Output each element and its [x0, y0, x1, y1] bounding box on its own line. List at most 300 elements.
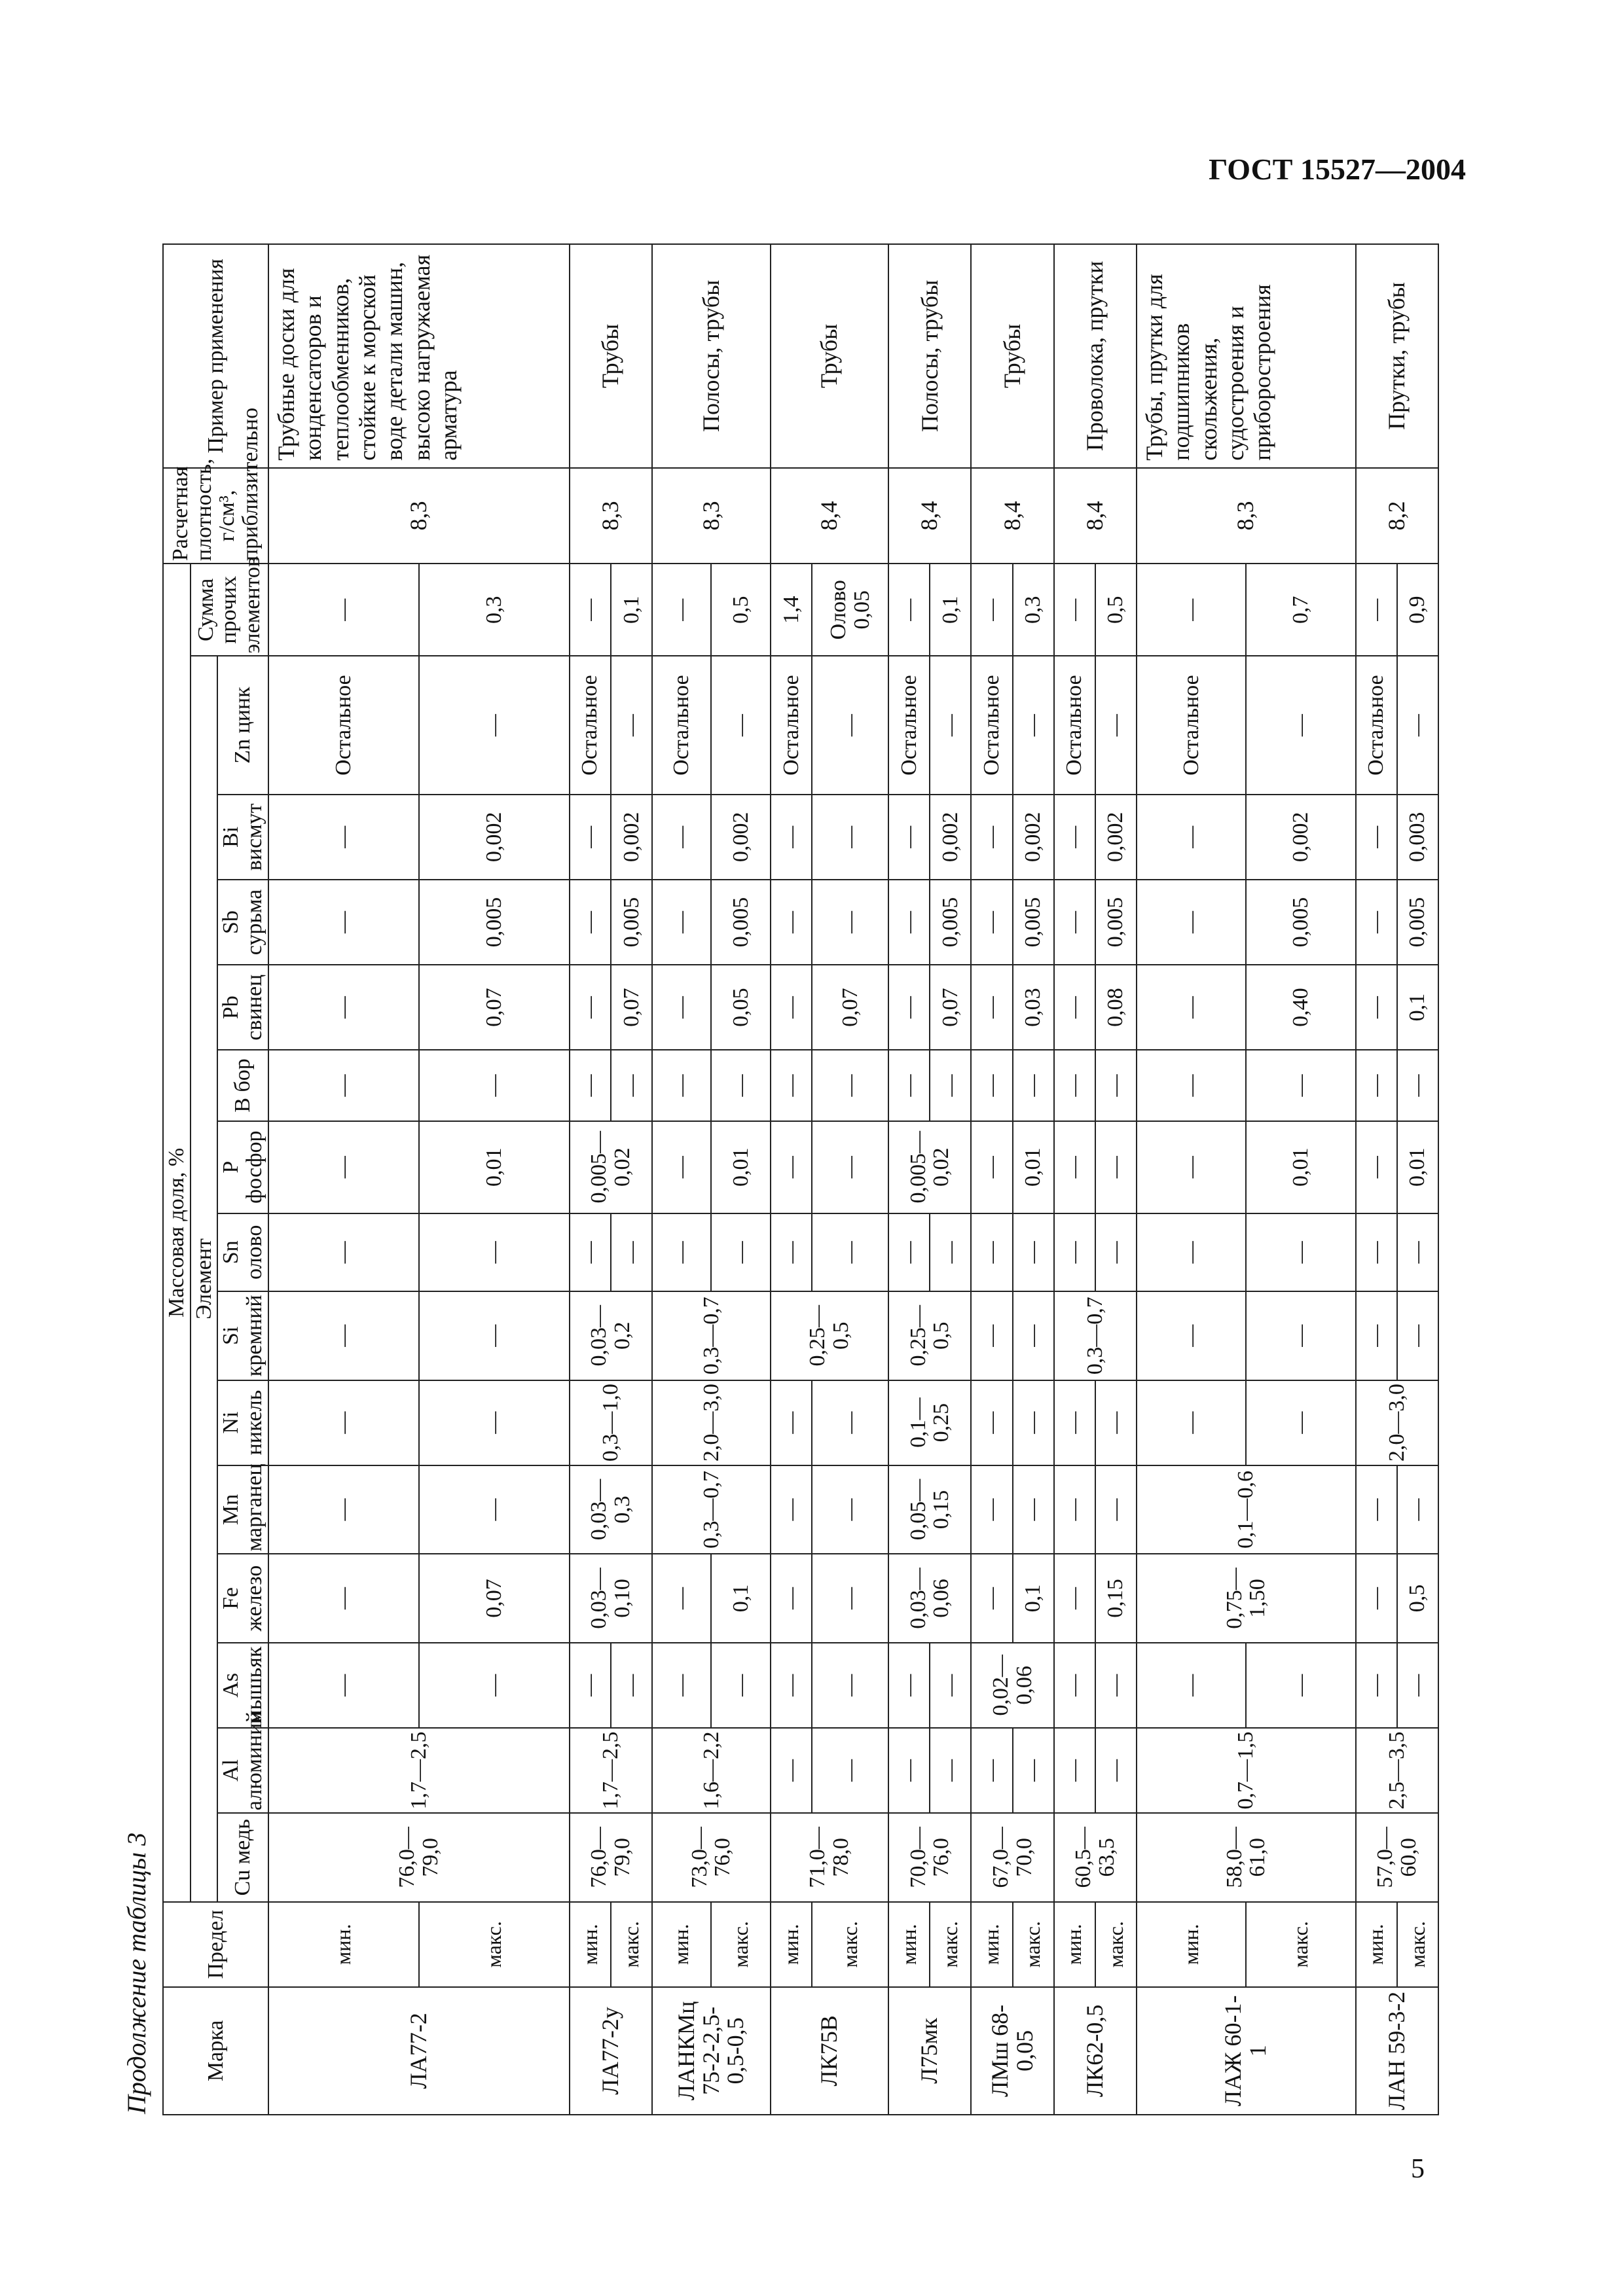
grade-cell: ЛА77-2 [268, 1987, 570, 2115]
sn-header: Sn олово [217, 1213, 268, 1291]
value-cell: 0,07 [419, 1554, 570, 1643]
value-cell: 0,005 [611, 880, 652, 965]
value-cell: 0,01 [711, 1121, 770, 1213]
value-cell: 0,1 [1013, 1554, 1054, 1643]
value-cell: 0,3—0,7 [652, 1291, 771, 1380]
grade-cell: ЛАН 59-3-2 [1356, 1987, 1438, 2115]
al-header: Al алюминий [217, 1728, 268, 1813]
value-cell: — [419, 1643, 570, 1728]
value-cell: Олово 0,05 [812, 564, 888, 656]
value-cell: — [812, 1465, 888, 1554]
value-cell: — [268, 965, 419, 1050]
value-cell: — [812, 656, 888, 794]
value-cell: — [652, 795, 711, 880]
value-cell: 0,15 [1095, 1554, 1137, 1643]
value-cell: — [611, 1643, 652, 1728]
value-cell: — [888, 880, 930, 965]
sb-header: Sb сурьма [217, 880, 268, 965]
value-cell: — [652, 965, 711, 1050]
value-cell: 1,7—2,5 [570, 1728, 652, 1813]
value-cell: — [1397, 1291, 1438, 1380]
other-elements-header: Сумма прочих элементов [191, 564, 268, 656]
value-cell: — [711, 1050, 770, 1121]
value-cell: — [268, 1554, 419, 1643]
value-cell: 0,3 [419, 564, 570, 656]
value-cell: — [652, 1121, 711, 1213]
value-cell: 76,0—79,0 [268, 1813, 570, 1902]
limit-header: Предел [163, 1902, 268, 1987]
value-cell: — [888, 1050, 930, 1121]
value-cell: — [419, 1465, 570, 1554]
value-cell: — [1095, 1728, 1137, 1813]
as-header: As мышьяк [217, 1643, 268, 1728]
value-cell: Остальное [268, 656, 419, 794]
value-cell: — [971, 1050, 1012, 1121]
value-cell: — [812, 1213, 888, 1291]
value-cell: — [1013, 1380, 1054, 1465]
value-cell: 0,005 [930, 880, 971, 965]
limit-max-cell: макс. [611, 1902, 652, 1987]
grade-cell: Л75мк [888, 1987, 971, 2115]
value-cell: — [652, 1554, 711, 1643]
value-cell: — [419, 1050, 570, 1121]
value-cell: — [711, 656, 770, 794]
value-cell: — [1246, 656, 1355, 794]
value-cell: — [1054, 564, 1095, 656]
value-cell: 67,0—70,0 [971, 1813, 1053, 1902]
value-cell: — [1054, 1121, 1095, 1213]
application-cell: Трубы [771, 244, 888, 468]
value-cell: — [1246, 1643, 1355, 1728]
value-cell: — [1356, 1554, 1397, 1643]
value-cell: Остальное [1137, 656, 1246, 794]
density-cell: 8,2 [1356, 468, 1438, 564]
limit-max-cell: макс. [1397, 1902, 1438, 1987]
grade-cell: ЛК62-0,5 [1054, 1987, 1137, 2115]
value-cell: 73,0—76,0 [652, 1813, 771, 1902]
limit-max-cell: макс. [1246, 1902, 1355, 1987]
limit-min-cell: мин. [268, 1902, 419, 1987]
table-row [268, 244, 419, 2115]
value-cell: 0,08 [1095, 965, 1137, 1050]
value-cell: — [1054, 880, 1095, 965]
value-cell: — [812, 1380, 888, 1465]
value-cell: 0,005 [419, 880, 570, 965]
value-cell: — [771, 1121, 812, 1213]
value-cell: — [419, 656, 570, 794]
value-cell: — [1095, 1380, 1137, 1465]
limit-min-cell: мин. [971, 1902, 1012, 1987]
value-cell: — [1356, 795, 1397, 880]
value-cell: — [611, 1050, 652, 1121]
value-cell: 0,25—0,5 [771, 1291, 888, 1380]
value-cell: 0,03—0,06 [888, 1554, 971, 1643]
si-header: Si кремний [217, 1291, 268, 1380]
value-cell: — [570, 880, 611, 965]
value-cell: — [1013, 1728, 1054, 1813]
value-cell: — [771, 1213, 812, 1291]
value-cell: 71,0—78,0 [771, 1813, 888, 1902]
value-cell: — [268, 795, 419, 880]
value-cell: — [1246, 1050, 1355, 1121]
value-cell: 0,9 [1397, 564, 1438, 656]
value-cell: — [652, 1050, 711, 1121]
value-cell: — [812, 1728, 888, 1813]
value-cell: — [1137, 965, 1246, 1050]
value-cell: — [1137, 564, 1246, 656]
value-cell: 0,002 [930, 795, 971, 880]
value-cell: 1,6—2,2 [652, 1728, 771, 1813]
value-cell: — [652, 1643, 711, 1728]
value-cell: — [1054, 1728, 1095, 1813]
value-cell: — [419, 1380, 570, 1465]
value-cell: 0,005—0,02 [570, 1121, 652, 1213]
value-cell: — [611, 656, 652, 794]
value-cell: — [1054, 1050, 1095, 1121]
value-cell: — [652, 880, 711, 965]
value-cell: — [1137, 1121, 1246, 1213]
value-cell: — [268, 1465, 419, 1554]
value-cell: — [611, 1213, 652, 1291]
table-row [1054, 244, 1095, 2115]
value-cell: — [888, 1643, 930, 1728]
value-cell: 0,5 [1397, 1554, 1438, 1643]
value-cell: — [419, 1291, 570, 1380]
value-cell: 0,002 [1095, 795, 1137, 880]
value-cell: Остальное [771, 656, 812, 794]
value-cell: — [930, 656, 971, 794]
value-cell: — [1054, 1213, 1095, 1291]
value-cell: — [652, 564, 711, 656]
value-cell: — [1246, 1291, 1355, 1380]
value-cell: — [268, 1643, 419, 1728]
value-cell: 0,07 [812, 965, 888, 1050]
p-header: P фосфор [217, 1121, 268, 1213]
b-header: B бор [217, 1050, 268, 1121]
limit-max-cell: макс. [930, 1902, 971, 1987]
value-cell: — [268, 1121, 419, 1213]
value-cell: 0,3 [1013, 564, 1054, 656]
application-cell: Прутки, трубы [1356, 244, 1438, 468]
pb-header: Pb свинец [217, 965, 268, 1050]
value-cell: 0,03 [1013, 965, 1054, 1050]
value-cell: 0,01 [1013, 1121, 1054, 1213]
value-cell: — [888, 1728, 930, 1813]
value-cell: 0,03—0,3 [570, 1465, 652, 1554]
limit-min-cell: мин. [1137, 1902, 1246, 1987]
value-cell: 0,005 [1397, 880, 1438, 965]
fe-header: Fe железо [217, 1554, 268, 1643]
value-cell: — [812, 1050, 888, 1121]
value-cell: 0,1 [930, 564, 971, 656]
density-cell: 8,3 [652, 468, 771, 564]
value-cell: 0,1 [711, 1554, 770, 1643]
value-cell: Остальное [1054, 656, 1095, 794]
table-body [268, 244, 1438, 2115]
value-cell: — [1356, 1291, 1397, 1380]
value-cell: — [888, 965, 930, 1050]
value-cell: — [1137, 1291, 1246, 1380]
header-row-1 [163, 244, 191, 2115]
value-cell: 0,05 [711, 965, 770, 1050]
limit-max-cell: макс. [1095, 1902, 1137, 1987]
cu-header: Cu медь [217, 1813, 268, 1902]
value-cell: 0,005 [1013, 880, 1054, 965]
grade-cell: ЛА77-2у [570, 1987, 652, 2115]
value-cell: — [930, 1213, 971, 1291]
density-cell: 8,4 [971, 468, 1053, 564]
value-cell: — [888, 564, 930, 656]
value-cell: — [1356, 1213, 1397, 1291]
value-cell: — [812, 880, 888, 965]
value-cell: — [771, 1554, 812, 1643]
value-cell: — [971, 1213, 1012, 1291]
value-cell: — [812, 1643, 888, 1728]
value-cell: 0,002 [1246, 795, 1355, 880]
value-cell: — [1137, 1380, 1246, 1465]
value-cell: — [1095, 1465, 1137, 1554]
limit-min-cell: мин. [1356, 1902, 1397, 1987]
table-caption: Продолжение таблицы 3 [122, 1832, 151, 2114]
zn-header: Zn цинк [217, 656, 268, 794]
value-cell: 0,02—0,06 [971, 1643, 1053, 1728]
density-cell: 8,4 [1054, 468, 1137, 564]
grade-cell: ЛАНКМц 75-2-2,5-0,5-0,5 [652, 1987, 771, 2115]
density-header: Расчетная плотность, г/см³, приблизительно [163, 468, 268, 564]
value-cell: — [812, 1121, 888, 1213]
table-row [1356, 244, 1397, 2115]
value-cell: — [971, 1121, 1012, 1213]
value-cell: 0,002 [1013, 795, 1054, 880]
value-cell: 2,0—3,0 [1356, 1380, 1438, 1465]
value-cell: — [1095, 1121, 1137, 1213]
limit-min-cell: мин. [771, 1902, 812, 1987]
table-row [888, 244, 930, 2115]
value-cell: 58,0—61,0 [1137, 1813, 1356, 1902]
value-cell: 0,002 [711, 795, 770, 880]
value-cell: — [419, 1213, 570, 1291]
value-cell: — [1137, 880, 1246, 965]
density-cell: 8,4 [771, 468, 888, 564]
value-cell: — [1356, 880, 1397, 965]
value-cell: — [1137, 1050, 1246, 1121]
value-cell: 57,0—60,0 [1356, 1813, 1438, 1902]
application-cell: Трубы, прутки для подшипников скольжения, судостроения и приборостроения [1137, 244, 1356, 468]
value-cell: 0,003 [1397, 795, 1438, 880]
table-row [570, 244, 611, 2115]
mn-header: Mn марганец [217, 1465, 268, 1554]
value-cell: 0,01 [1397, 1121, 1438, 1213]
value-cell: — [570, 795, 611, 880]
value-cell: — [1013, 656, 1054, 794]
value-cell: 0,07 [611, 965, 652, 1050]
limit-max-cell: макс. [711, 1902, 770, 1987]
value-cell: 0,07 [419, 965, 570, 1050]
value-cell: 0,25—0,5 [888, 1291, 971, 1380]
mass-fraction-header: Массовая доля, % [163, 564, 191, 1901]
value-cell: — [771, 795, 812, 880]
value-cell: — [1356, 1050, 1397, 1121]
application-header: Пример применения [163, 244, 268, 468]
value-cell: 0,3—0,7 [1054, 1291, 1137, 1380]
value-cell: — [930, 1050, 971, 1121]
value-cell: — [971, 1380, 1012, 1465]
limit-max-cell: макс. [812, 1902, 888, 1987]
grade-header: Марка [163, 1987, 268, 2115]
value-cell: — [971, 965, 1012, 1050]
value-cell: — [268, 880, 419, 965]
page-number: 5 [1411, 2154, 1425, 2184]
value-cell: 0,3—1,0 [570, 1380, 652, 1465]
value-cell: — [1356, 965, 1397, 1050]
value-cell: — [888, 795, 930, 880]
application-cell: Трубы [971, 244, 1053, 468]
density-cell: 8,4 [888, 468, 971, 564]
value-cell: — [1095, 1050, 1137, 1121]
value-cell: 0,005 [1095, 880, 1137, 965]
application-cell: Полосы, трубы [888, 244, 971, 468]
grade-cell: ЛАЖ 60-1-1 [1137, 1987, 1356, 2115]
composition-table [162, 243, 1439, 2115]
value-cell: — [1246, 1213, 1355, 1291]
value-cell: — [1095, 1213, 1137, 1291]
value-cell: — [1397, 1643, 1438, 1728]
value-cell: 0,07 [930, 965, 971, 1050]
value-cell: — [1054, 1554, 1095, 1643]
value-cell: 0,5 [711, 564, 770, 656]
value-cell: Остальное [652, 656, 711, 794]
value-cell: 0,03—0,2 [570, 1291, 652, 1380]
value-cell: — [1137, 1643, 1246, 1728]
bi-header: Bi висмут [217, 795, 268, 880]
value-cell: — [888, 1213, 930, 1291]
value-cell: 0,5 [1095, 564, 1137, 656]
value-cell: — [1397, 1465, 1438, 1554]
limit-min-cell: мин. [888, 1902, 930, 1987]
value-cell: — [1013, 1465, 1054, 1554]
value-cell: — [971, 1291, 1012, 1380]
value-cell: — [711, 1213, 770, 1291]
value-cell: 0,03—0,10 [570, 1554, 652, 1643]
value-cell: 0,002 [611, 795, 652, 880]
table-row [971, 244, 1012, 2115]
value-cell: — [1397, 656, 1438, 794]
table-row [771, 244, 812, 2115]
table-row [1137, 244, 1246, 2115]
value-cell: — [1095, 656, 1137, 794]
value-cell: — [1356, 1465, 1397, 1554]
value-cell: 0,40 [1246, 965, 1355, 1050]
value-cell: — [812, 795, 888, 880]
value-cell: Остальное [971, 656, 1012, 794]
value-cell: — [771, 880, 812, 965]
grade-cell: ЛК75В [771, 1987, 888, 2115]
value-cell: 0,7 [1246, 564, 1355, 656]
application-cell: Полосы, трубы [652, 244, 771, 468]
value-cell: Остальное [888, 656, 930, 794]
value-cell: — [1397, 1050, 1438, 1121]
application-cell: Проволока, прутки [1054, 244, 1137, 468]
value-cell: 60,5—63,5 [1054, 1813, 1137, 1902]
value-cell: 0,05—0,15 [888, 1465, 971, 1554]
value-cell: — [711, 1643, 770, 1728]
value-cell: — [268, 564, 419, 656]
value-cell: 0,75—1,50 [1137, 1554, 1356, 1643]
value-cell: 0,01 [419, 1121, 570, 1213]
limit-min-cell: мин. [570, 1902, 611, 1987]
value-cell: — [1054, 1380, 1095, 1465]
value-cell: 1,4 [771, 564, 812, 656]
value-cell: Остальное [570, 656, 611, 794]
value-cell: — [771, 1728, 812, 1813]
value-cell: — [812, 1554, 888, 1643]
value-cell: — [971, 1728, 1012, 1813]
value-cell: — [971, 564, 1012, 656]
value-cell: — [1013, 1050, 1054, 1121]
value-cell: — [1013, 1291, 1054, 1380]
value-cell: 1,7—2,5 [268, 1728, 570, 1813]
limit-max-cell: макс. [419, 1902, 570, 1987]
value-cell: — [1356, 564, 1397, 656]
value-cell: — [1054, 965, 1095, 1050]
standard-number: ГОСТ 15527—2004 [1209, 152, 1466, 186]
value-cell: — [971, 1554, 1012, 1643]
value-cell: 0,1—0,6 [1137, 1465, 1356, 1554]
value-cell: 0,005 [711, 880, 770, 965]
value-cell: 2,0—3,0 [652, 1380, 771, 1465]
value-cell: — [652, 1213, 711, 1291]
value-cell: — [1054, 795, 1095, 880]
value-cell: — [570, 965, 611, 1050]
value-cell: — [570, 1213, 611, 1291]
value-cell: — [1356, 1643, 1397, 1728]
limit-max-cell: макс. [1013, 1902, 1054, 1987]
value-cell: — [1137, 1213, 1246, 1291]
value-cell: — [930, 1643, 971, 1728]
value-cell: 0,1 [1397, 965, 1438, 1050]
value-cell: — [1137, 795, 1246, 880]
value-cell: — [570, 1643, 611, 1728]
value-cell: 76,0—79,0 [570, 1813, 652, 1902]
value-cell: — [771, 1465, 812, 1554]
value-cell: — [570, 564, 611, 656]
value-cell: — [771, 1643, 812, 1728]
value-cell: 2,5—3,5 [1356, 1728, 1438, 1813]
value-cell: 0,3—0,7 [652, 1465, 771, 1554]
element-header: Элемент [191, 656, 218, 1901]
value-cell: — [268, 1213, 419, 1291]
value-cell: — [1013, 1213, 1054, 1291]
limit-min-cell: мин. [1054, 1902, 1095, 1987]
value-cell: — [971, 880, 1012, 965]
value-cell: Остальное [1356, 656, 1397, 794]
value-cell: — [771, 965, 812, 1050]
limit-min-cell: мин. [652, 1902, 711, 1987]
grade-cell: ЛМш 68-0,05 [971, 1987, 1053, 2115]
value-cell: — [1246, 1380, 1355, 1465]
value-cell: 70,0—76,0 [888, 1813, 971, 1902]
composition-table-rotated [162, 243, 1439, 2115]
density-cell: 8,3 [1137, 468, 1356, 564]
value-cell: 0,01 [1246, 1121, 1355, 1213]
value-cell: — [570, 1050, 611, 1121]
value-cell: — [268, 1380, 419, 1465]
value-cell: 0,002 [419, 795, 570, 880]
application-cell: Трубы [570, 244, 652, 468]
application-cell: Трубные доски для конденсаторов и теплообменников, стойкие к морской воде детали машин, высоко нагружаемая арматура [268, 244, 570, 468]
value-cell: — [1054, 1643, 1095, 1728]
value-cell: — [1397, 1213, 1438, 1291]
